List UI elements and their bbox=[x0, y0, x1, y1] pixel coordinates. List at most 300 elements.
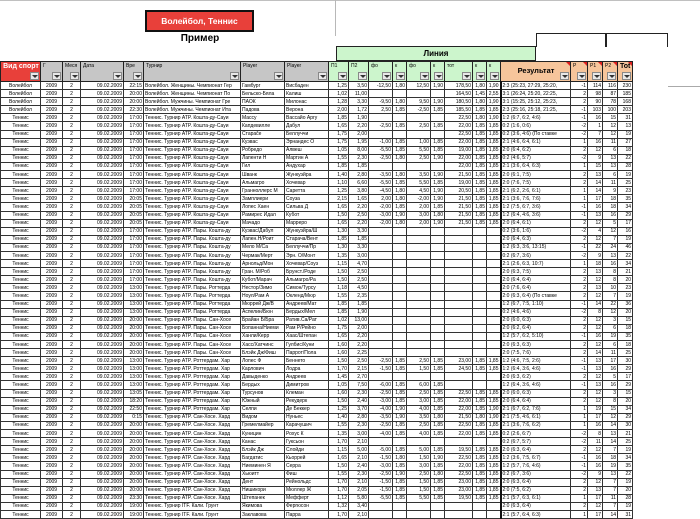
table-cell[interactable]: -2 bbox=[571, 470, 588, 478]
table-cell[interactable]: 1,50 bbox=[329, 357, 349, 365]
table-cell[interactable]: 18 bbox=[618, 324, 633, 332]
table-cell[interactable]: 1,80 bbox=[473, 413, 487, 421]
table-cell[interactable]: 2,40 bbox=[349, 397, 369, 405]
table-cell[interactable] bbox=[473, 235, 487, 243]
table-cell[interactable]: 2009 bbox=[41, 397, 63, 405]
table-cell[interactable]: 12 bbox=[588, 146, 603, 154]
table-cell[interactable]: 17:00 bbox=[124, 146, 144, 154]
table-cell[interactable] bbox=[487, 349, 501, 357]
table-cell[interactable]: 2:0 (7:6, 7:5) bbox=[501, 179, 571, 187]
table-cell[interactable]: 1,90 bbox=[431, 171, 445, 179]
table-cell[interactable]: Теннис. Турнир ATP. Роттердам. Хар bbox=[144, 397, 241, 405]
table-cell[interactable]: 3,00 bbox=[407, 211, 431, 219]
table-cell[interactable]: Беннето bbox=[285, 357, 329, 365]
table-cell[interactable]: 1,80 bbox=[393, 187, 407, 195]
table-cell[interactable]: Лодра bbox=[285, 365, 329, 373]
table-cell[interactable]: 35 bbox=[618, 195, 633, 203]
table-cell[interactable]: 1,65 bbox=[329, 332, 349, 340]
table-cell[interactable]: 2 bbox=[571, 179, 588, 187]
table-cell[interactable]: Хасс/Хатчинс bbox=[241, 341, 285, 349]
table-cell[interactable]: 20:00 bbox=[124, 478, 144, 486]
table-cell[interactable]: Аспелин/Бюн bbox=[241, 308, 285, 316]
table-cell[interactable]: 2,50 bbox=[349, 276, 369, 284]
table-cell[interactable]: 1,85 bbox=[487, 357, 501, 365]
table-cell[interactable]: 13 bbox=[588, 381, 603, 389]
table-cell[interactable]: 0:2 (1:6, 0:6) bbox=[501, 122, 571, 130]
table-cell[interactable]: 2009 bbox=[41, 219, 63, 227]
table-cell[interactable]: 1,85 bbox=[431, 430, 445, 438]
table-cell[interactable] bbox=[431, 90, 445, 98]
table-cell[interactable]: -2,50 bbox=[407, 106, 431, 114]
table-cell[interactable]: 2 bbox=[63, 235, 81, 243]
table-cell[interactable]: 1,85 bbox=[487, 211, 501, 219]
table-cell[interactable]: 1,85 bbox=[487, 122, 501, 130]
table-cell[interactable]: 17:00 bbox=[124, 260, 144, 268]
filter-dropdown-icon[interactable] bbox=[113, 72, 122, 80]
table-cell[interactable]: 2 bbox=[571, 146, 588, 154]
table-cell[interactable]: 5,50 bbox=[407, 494, 431, 502]
table-cell[interactable]: 34 bbox=[618, 203, 633, 211]
filter-dropdown-icon[interactable] bbox=[607, 72, 616, 80]
table-cell[interactable]: 1,85 bbox=[487, 203, 501, 211]
table-cell[interactable]: 0:2 (4:6, 4:6) bbox=[501, 308, 571, 316]
table-cell[interactable]: 2,20 bbox=[349, 332, 369, 340]
table-cell[interactable]: 09.02.2009 bbox=[81, 195, 124, 203]
table-cell[interactable]: 14 bbox=[603, 510, 618, 518]
table-cell[interactable]: 20:00 bbox=[124, 341, 144, 349]
table-cell[interactable]: 09.02.2009 bbox=[81, 187, 124, 195]
table-cell[interactable]: 15 bbox=[618, 389, 633, 397]
table-cell[interactable]: 25 bbox=[618, 438, 633, 446]
table-cell[interactable]: 168 bbox=[618, 98, 633, 106]
table-cell[interactable]: 2009 bbox=[41, 106, 63, 114]
table-cell[interactable]: 2009 bbox=[41, 510, 63, 518]
table-cell[interactable] bbox=[369, 349, 393, 357]
table-cell[interactable] bbox=[407, 243, 431, 251]
table-cell[interactable]: 22,00 bbox=[445, 138, 473, 146]
table-cell[interactable]: 13,00 bbox=[349, 316, 369, 324]
table-cell[interactable]: 16 bbox=[603, 381, 618, 389]
table-cell[interactable]: Теннис. Турнир ATP. Кошта-ду-Сауи bbox=[144, 211, 241, 219]
table-cell[interactable]: 1,85 bbox=[349, 162, 369, 170]
table-cell[interactable]: Теннис bbox=[1, 219, 41, 227]
table-cell[interactable]: Калиш bbox=[285, 90, 329, 98]
table-cell[interactable]: 12 bbox=[588, 324, 603, 332]
table-cell[interactable]: 1,90 bbox=[431, 195, 445, 203]
table-cell[interactable]: Беллуччи/Пр bbox=[285, 243, 329, 251]
filter-dropdown-icon[interactable] bbox=[133, 72, 142, 80]
table-cell[interactable]: 2,30 bbox=[349, 154, 369, 162]
table-cell[interactable] bbox=[445, 260, 473, 268]
table-cell[interactable]: 1,05 bbox=[329, 146, 349, 154]
filter-dropdown-icon[interactable] bbox=[358, 72, 367, 80]
table-cell[interactable]: Теннис. Турнир ATP. Пары. Кошта-ду bbox=[144, 243, 241, 251]
table-cell[interactable]: Арнольд/Мон bbox=[241, 260, 285, 268]
table-cell[interactable]: 19,50 bbox=[445, 494, 473, 502]
table-cell[interactable]: 2009 bbox=[41, 438, 63, 446]
table-cell[interactable]: 19 bbox=[588, 405, 603, 413]
table-cell[interactable]: 2009 bbox=[41, 268, 63, 276]
table-cell[interactable] bbox=[407, 227, 431, 235]
table-cell[interactable]: 1,90 bbox=[487, 114, 501, 122]
table-cell[interactable] bbox=[473, 341, 487, 349]
table-cell[interactable]: Теннис bbox=[1, 413, 41, 421]
table-cell[interactable]: Теннис bbox=[1, 316, 41, 324]
table-cell[interactable]: 5,50 bbox=[407, 146, 431, 154]
table-cell[interactable]: -1 bbox=[571, 454, 588, 462]
table-cell[interactable]: 2,40 bbox=[349, 462, 369, 470]
table-cell[interactable] bbox=[407, 300, 431, 308]
table-cell[interactable] bbox=[445, 268, 473, 276]
table-cell[interactable]: 87 bbox=[603, 90, 618, 98]
table-cell[interactable]: 2 bbox=[571, 292, 588, 300]
table-cell[interactable]: 2,00 bbox=[407, 219, 431, 227]
table-cell[interactable]: 2 bbox=[63, 486, 81, 494]
table-cell[interactable]: 2:0 (6:2, 6:4) bbox=[501, 324, 571, 332]
table-cell[interactable]: Капдевилле bbox=[241, 122, 285, 130]
table-cell[interactable]: 2 bbox=[63, 357, 81, 365]
table-cell[interactable]: Багдатис bbox=[241, 454, 285, 462]
table-cell[interactable]: -2,50 bbox=[369, 389, 393, 397]
table-cell[interactable]: 1,28 bbox=[329, 98, 349, 106]
table-cell[interactable]: 1,85 bbox=[473, 421, 487, 429]
table-cell[interactable]: 2 bbox=[63, 227, 81, 235]
table-cell[interactable]: Теннис. Турнир ATP. Кошта-ду-Сауи bbox=[144, 154, 241, 162]
table-cell[interactable]: 2 bbox=[63, 251, 81, 259]
table-cell[interactable]: 1,85 bbox=[473, 389, 487, 397]
table-cell[interactable] bbox=[369, 332, 393, 340]
table-cell[interactable]: 3,00 bbox=[407, 462, 431, 470]
table-cell[interactable]: 17:00 bbox=[124, 227, 144, 235]
table-cell[interactable]: -4,00 bbox=[369, 405, 393, 413]
table-cell[interactable] bbox=[393, 324, 407, 332]
table-cell[interactable] bbox=[473, 349, 487, 357]
table-cell[interactable]: 09.02.2009 bbox=[81, 502, 124, 510]
table-cell[interactable]: 2 bbox=[63, 268, 81, 276]
table-cell[interactable] bbox=[431, 332, 445, 340]
table-cell[interactable]: 17 bbox=[588, 195, 603, 203]
table-cell[interactable]: Теннис bbox=[1, 421, 41, 429]
table-cell[interactable]: 0:2 (6:7, 3:6) bbox=[501, 251, 571, 259]
table-cell[interactable]: 1,85 bbox=[487, 219, 501, 227]
table-cell[interactable]: Фиш bbox=[285, 470, 329, 478]
table-cell[interactable]: -1,00 bbox=[369, 138, 393, 146]
table-cell[interactable]: 13 bbox=[588, 365, 603, 373]
table-cell[interactable]: -3,00 bbox=[369, 397, 393, 405]
table-cell[interactable]: 1,85 bbox=[487, 195, 501, 203]
table-cell[interactable]: 1,85 bbox=[473, 486, 487, 494]
table-cell[interactable]: 2 bbox=[63, 454, 81, 462]
table-cell[interactable]: 2 bbox=[63, 219, 81, 227]
table-cell[interactable]: Теннис. Турнир ATP. Кошта-ду-Сауи bbox=[144, 171, 241, 179]
table-cell[interactable]: -1,50 bbox=[369, 454, 393, 462]
table-cell[interactable]: 1,85 bbox=[431, 397, 445, 405]
table-cell[interactable]: Теннис bbox=[1, 486, 41, 494]
table-cell[interactable]: 1,85 bbox=[393, 203, 407, 211]
table-cell[interactable]: Саретта bbox=[285, 187, 329, 195]
table-cell[interactable]: Теннис. Турнир ATP. Пары. Роттерда bbox=[144, 300, 241, 308]
table-cell[interactable]: 16 bbox=[603, 365, 618, 373]
table-cell[interactable]: 2:0 (6:3, 6:4) bbox=[501, 446, 571, 454]
table-cell[interactable]: 09.02.2009 bbox=[81, 308, 124, 316]
table-cell[interactable]: 2 bbox=[63, 373, 81, 381]
table-cell[interactable]: 1,85 bbox=[487, 494, 501, 502]
table-cell[interactable]: 2009 bbox=[41, 154, 63, 162]
table-cell[interactable]: 15 bbox=[618, 316, 633, 324]
table-cell[interactable]: Теннис. Турнир ATP. Пары. Сан-Хосе bbox=[144, 316, 241, 324]
table-cell[interactable]: 12 bbox=[588, 341, 603, 349]
table-cell[interactable] bbox=[445, 316, 473, 324]
table-cell[interactable]: 1,85 bbox=[431, 494, 445, 502]
table-cell[interactable]: 1,85 bbox=[473, 171, 487, 179]
table-cell[interactable]: 4,70 bbox=[349, 260, 369, 268]
table-cell[interactable]: 09.02.2009 bbox=[81, 138, 124, 146]
table-cell[interactable]: 1,80 bbox=[393, 454, 407, 462]
filter-dropdown-icon[interactable] bbox=[274, 72, 283, 80]
table-cell[interactable]: 17:00 bbox=[124, 179, 144, 187]
table-cell[interactable]: 13 bbox=[588, 357, 603, 365]
table-cell[interactable]: Теннис bbox=[1, 203, 41, 211]
table-cell[interactable]: 09.02.2009 bbox=[81, 90, 124, 98]
table-cell[interactable]: 1,90 bbox=[431, 82, 445, 90]
table-cell[interactable]: Теннис. Турнир ATP. Роттердам. Хар bbox=[144, 405, 241, 413]
table-cell[interactable]: 2 bbox=[63, 292, 81, 300]
table-cell[interactable]: 19 bbox=[618, 446, 633, 454]
table-cell[interactable]: 1,80 bbox=[473, 82, 487, 90]
table-cell[interactable]: 2 bbox=[63, 365, 81, 373]
table-cell[interactable]: 2 bbox=[63, 381, 81, 389]
table-cell[interactable]: 2 bbox=[63, 324, 81, 332]
table-cell[interactable] bbox=[369, 510, 393, 518]
table-cell[interactable]: 2 bbox=[63, 300, 81, 308]
table-cell[interactable]: Эрнандес О bbox=[285, 138, 329, 146]
table-cell[interactable]: Теннис. Турнир ATP. Роттердам. Хар bbox=[144, 357, 241, 365]
table-cell[interactable]: 20:00 bbox=[124, 332, 144, 340]
table-cell[interactable]: 230 bbox=[618, 82, 633, 90]
table-cell[interactable]: Теннис. Турнир ATP. Сан-Хосе. Хард bbox=[144, 494, 241, 502]
table-cell[interactable]: 1,18 bbox=[329, 284, 349, 292]
table-cell[interactable]: Теннис bbox=[1, 171, 41, 179]
table-cell[interactable]: 90 bbox=[588, 98, 603, 106]
table-cell[interactable]: 178,50 bbox=[445, 82, 473, 90]
table-cell[interactable]: 1,70 bbox=[329, 365, 349, 373]
table-cell[interactable]: 1,85 bbox=[487, 179, 501, 187]
table-cell[interactable]: 2009 bbox=[41, 138, 63, 146]
table-cell[interactable]: 1:2 (6:3, 3:6, 13:15) bbox=[501, 243, 571, 251]
table-cell[interactable]: 21,50 bbox=[445, 413, 473, 421]
table-cell[interactable]: -2,00 bbox=[369, 219, 393, 227]
table-cell[interactable]: 20:00 bbox=[124, 316, 144, 324]
table-cell[interactable]: 2 bbox=[63, 195, 81, 203]
table-cell[interactable] bbox=[393, 373, 407, 381]
table-cell[interactable]: 12 bbox=[588, 316, 603, 324]
table-cell[interactable]: 23 bbox=[618, 187, 633, 195]
table-cell[interactable]: 2009 bbox=[41, 349, 63, 357]
table-cell[interactable]: Шванк bbox=[241, 171, 285, 179]
table-cell[interactable] bbox=[445, 510, 473, 518]
table-cell[interactable]: 2:1 (5:7, 6:4, 6:3) bbox=[501, 510, 571, 518]
table-cell[interactable]: 1,80 bbox=[473, 114, 487, 122]
table-cell[interactable]: 2 bbox=[571, 478, 588, 486]
table-cell[interactable]: 2 bbox=[63, 438, 81, 446]
table-cell[interactable]: 1,85 bbox=[473, 162, 487, 170]
table-cell[interactable]: 1,85 bbox=[329, 162, 349, 170]
table-cell[interactable]: Теннис. Турнир ATP. Пары. Кошта-ду bbox=[144, 235, 241, 243]
table-cell[interactable]: 12 bbox=[603, 308, 618, 316]
table-cell[interactable]: 3 bbox=[603, 316, 618, 324]
table-cell[interactable] bbox=[393, 276, 407, 284]
table-cell[interactable]: 12 bbox=[588, 502, 603, 510]
table-cell[interactable]: 1,85 bbox=[431, 421, 445, 429]
table-cell[interactable] bbox=[473, 243, 487, 251]
table-cell[interactable]: 09.02.2009 bbox=[81, 324, 124, 332]
table-cell[interactable]: Волейбол. Мужчины. Чемпионат Гре bbox=[144, 98, 241, 106]
table-cell[interactable]: -3,00 bbox=[369, 211, 393, 219]
table-cell[interactable]: 17:00 bbox=[124, 243, 144, 251]
table-cell[interactable]: 2 bbox=[63, 276, 81, 284]
table-cell[interactable]: 09.02.2009 bbox=[81, 341, 124, 349]
table-cell[interactable] bbox=[407, 260, 431, 268]
table-cell[interactable]: Волейбол. Женщины. Чемпионат По bbox=[144, 90, 241, 98]
table-cell[interactable]: Ниеминен Я bbox=[241, 462, 285, 470]
table-cell[interactable]: 2,80 bbox=[349, 171, 369, 179]
table-cell[interactable]: 11,00 bbox=[349, 90, 369, 98]
table-cell[interactable] bbox=[369, 114, 393, 122]
table-cell[interactable]: 1,65 bbox=[329, 454, 349, 462]
table-cell[interactable]: 22,50 bbox=[445, 454, 473, 462]
table-cell[interactable]: 1,70 bbox=[329, 478, 349, 486]
table-cell[interactable]: Мюллер Ж bbox=[285, 486, 329, 494]
table-cell[interactable]: 2:0 (6:3, 6:2) bbox=[501, 373, 571, 381]
table-cell[interactable]: 1,85 bbox=[393, 389, 407, 397]
table-cell[interactable]: 1,85 bbox=[487, 478, 501, 486]
table-cell[interactable]: -1,50 bbox=[369, 365, 393, 373]
table-cell[interactable]: 2009 bbox=[41, 114, 63, 122]
table-cell[interactable]: Гамбург bbox=[241, 82, 285, 90]
table-cell[interactable] bbox=[473, 510, 487, 518]
table-cell[interactable]: 23,00 bbox=[445, 357, 473, 365]
table-cell[interactable]: 8 bbox=[603, 268, 618, 276]
table-cell[interactable] bbox=[445, 373, 473, 381]
table-cell[interactable]: 1,45 bbox=[329, 373, 349, 381]
table-cell[interactable]: 1,85 bbox=[393, 179, 407, 187]
table-cell[interactable]: 19,00 bbox=[445, 179, 473, 187]
table-cell[interactable]: 1,50 bbox=[407, 365, 431, 373]
table-cell[interactable]: 1,85 bbox=[349, 235, 369, 243]
table-cell[interactable]: Беллуччи bbox=[285, 130, 329, 138]
table-cell[interactable]: 2:0 (6:1, 7:5) bbox=[501, 171, 571, 179]
filter-dropdown-icon[interactable] bbox=[318, 72, 327, 80]
table-cell[interactable] bbox=[445, 292, 473, 300]
table-cell[interactable]: 13:00 bbox=[124, 381, 144, 389]
table-cell[interactable]: 2 bbox=[571, 324, 588, 332]
table-cell[interactable]: Карлович bbox=[241, 365, 285, 373]
table-cell[interactable]: 09.02.2009 bbox=[81, 114, 124, 122]
table-cell[interactable]: 22 bbox=[603, 300, 618, 308]
table-cell[interactable]: 1,90 bbox=[349, 308, 369, 316]
table-cell[interactable]: Теннис. Турнир ATP. Кошта-ду-Сауи bbox=[144, 162, 241, 170]
table-cell[interactable] bbox=[431, 162, 445, 170]
table-cell[interactable]: 16 bbox=[618, 227, 633, 235]
table-cell[interactable]: 1 bbox=[571, 413, 588, 421]
table-cell[interactable]: Лопес Хаен bbox=[241, 203, 285, 211]
table-cell[interactable]: 1,85 bbox=[393, 430, 407, 438]
table-cell[interactable] bbox=[431, 373, 445, 381]
table-cell[interactable]: 20 bbox=[618, 308, 633, 316]
table-cell[interactable]: 2,30 bbox=[349, 389, 369, 397]
table-cell[interactable]: 1,50 bbox=[407, 478, 431, 486]
table-cell[interactable]: Теннис. Турнир ATP. Сан-Хосе. Хард bbox=[144, 454, 241, 462]
table-cell[interactable] bbox=[473, 308, 487, 316]
table-cell[interactable] bbox=[487, 308, 501, 316]
table-cell[interactable]: Теннис. Турнир ATP. Кошта-ду-Сауи bbox=[144, 146, 241, 154]
table-cell[interactable]: 114 bbox=[588, 82, 603, 90]
table-cell[interactable]: 10 bbox=[603, 284, 618, 292]
table-cell[interactable]: 1,85 bbox=[473, 430, 487, 438]
table-cell[interactable]: 1,85 bbox=[393, 106, 407, 114]
table-cell[interactable]: 09.02.2009 bbox=[81, 154, 124, 162]
table-cell[interactable]: 1,80 bbox=[431, 470, 445, 478]
table-cell[interactable]: 22,50 bbox=[445, 114, 473, 122]
table-cell[interactable]: 20:00 bbox=[124, 438, 144, 446]
table-cell[interactable]: Теннис bbox=[1, 146, 41, 154]
table-cell[interactable]: 19:00 bbox=[124, 510, 144, 518]
table-cell[interactable]: 4,00 bbox=[407, 405, 431, 413]
table-cell[interactable] bbox=[407, 341, 431, 349]
table-cell[interactable]: 21,50 bbox=[445, 171, 473, 179]
table-cell[interactable]: 2:1 (7:5, 4:6, 6:1) bbox=[501, 413, 571, 421]
table-cell[interactable]: 2 bbox=[571, 235, 588, 243]
table-cell[interactable]: 17 bbox=[588, 494, 603, 502]
table-cell[interactable]: Селпи bbox=[241, 405, 285, 413]
table-cell[interactable] bbox=[487, 502, 501, 510]
table-cell[interactable]: -2 bbox=[571, 308, 588, 316]
table-cell[interactable]: 1 bbox=[571, 195, 588, 203]
table-cell[interactable]: Волейбол. Женщины. Чемпионат Гер bbox=[144, 82, 241, 90]
table-cell[interactable]: 2009 bbox=[41, 284, 63, 292]
table-cell[interactable] bbox=[369, 292, 393, 300]
table-cell[interactable]: Теннис bbox=[1, 227, 41, 235]
table-cell[interactable]: -1 bbox=[571, 300, 588, 308]
table-cell[interactable]: 20:00 bbox=[124, 98, 144, 106]
table-cell[interactable]: 1,85 bbox=[473, 365, 487, 373]
table-cell[interactable]: 2,10 bbox=[349, 510, 369, 518]
table-cell[interactable]: 1,80 bbox=[431, 211, 445, 219]
table-cell[interactable]: 2:0 (7:5, 7:6) bbox=[501, 349, 571, 357]
table-cell[interactable]: Верона bbox=[285, 106, 329, 114]
table-cell[interactable]: 1,90 bbox=[431, 454, 445, 462]
table-cell[interactable] bbox=[407, 324, 431, 332]
table-cell[interactable]: Теннис bbox=[1, 446, 41, 454]
table-cell[interactable]: 23,00 bbox=[445, 486, 473, 494]
table-cell[interactable]: 09.02.2009 bbox=[81, 510, 124, 518]
table-cell[interactable]: 14 bbox=[603, 421, 618, 429]
table-cell[interactable]: 3,40 bbox=[349, 502, 369, 510]
table-cell[interactable]: 2:0 (6:3, 6:4) bbox=[501, 502, 571, 510]
table-cell[interactable]: 2,00 bbox=[407, 203, 431, 211]
table-cell[interactable]: Теннис. Турнир ATP. Пары. Кошта-ду bbox=[144, 251, 241, 259]
table-cell[interactable]: 18 bbox=[603, 203, 618, 211]
table-cell[interactable]: 2 bbox=[63, 187, 81, 195]
table-cell[interactable]: 1,75 bbox=[329, 324, 349, 332]
table-cell[interactable] bbox=[431, 130, 445, 138]
table-cell[interactable]: 1,50 bbox=[329, 397, 349, 405]
table-cell[interactable]: Куницин bbox=[241, 430, 285, 438]
table-cell[interactable]: 2,00 bbox=[349, 130, 369, 138]
table-cell[interactable]: Лапен.Н/Роит bbox=[241, 235, 285, 243]
table-cell[interactable]: 1,85 bbox=[393, 122, 407, 130]
table-cell[interactable]: 3,30 bbox=[349, 243, 369, 251]
